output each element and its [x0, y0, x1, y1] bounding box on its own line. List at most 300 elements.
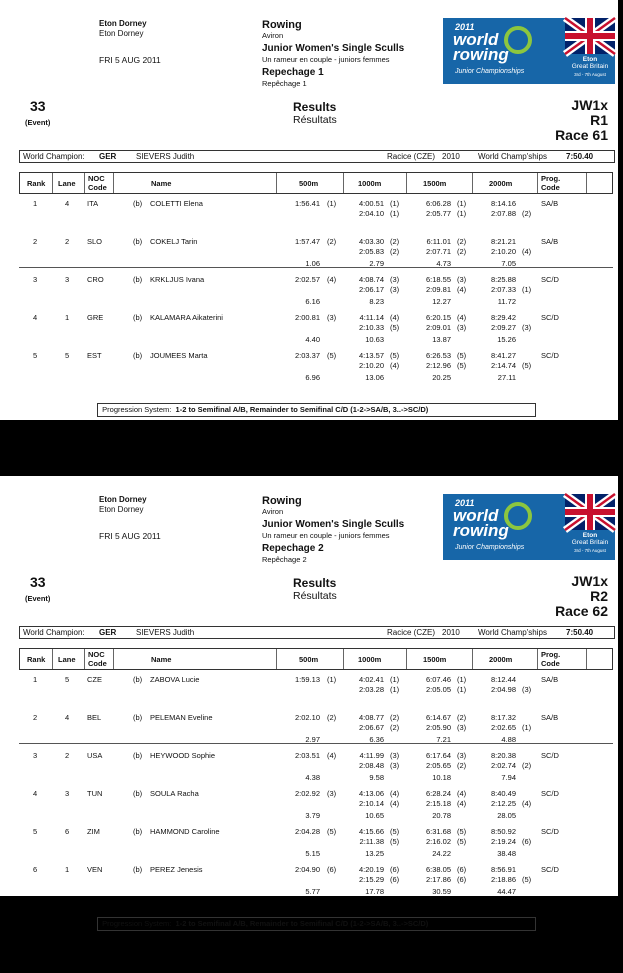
rank: 4 [33, 789, 38, 798]
venue-fr: Eton Dorney [99, 29, 144, 38]
race-number: Race 62 [555, 603, 608, 619]
venue: Eton Dorney [99, 19, 147, 28]
lane: 5 [65, 675, 70, 684]
noc-code: CRO [87, 275, 104, 284]
split-1500m: 2:17.86 [425, 875, 451, 884]
rank-1500m: (4) [457, 789, 467, 798]
col-1000m: 1000m [358, 179, 382, 188]
world-rowing-logo [443, 494, 615, 560]
rank: 1 [33, 199, 38, 208]
time-1000m: 4:11.14 [359, 313, 384, 322]
split-rank-1000m: (4) [390, 799, 400, 808]
athlete-name: PEREZ Jenesis [150, 865, 203, 874]
world-rowing-logo [443, 18, 615, 84]
event-name: Junior Women's Single Sculls [262, 519, 405, 530]
col-name: Name [151, 179, 172, 188]
time-1500m: 6:26.53 [425, 351, 451, 360]
table-row [19, 751, 613, 789]
split-rank-1500m: (4) [457, 799, 467, 808]
time-500m: 2:04.28 [294, 827, 320, 836]
rank-1000m: (4) [390, 789, 400, 798]
event-name: Junior Women's Single Sculls [262, 43, 405, 54]
logo-subtitle: Junior Championships [455, 544, 525, 551]
diff-500m: 6.16 [305, 297, 320, 306]
diff-1000m: 10.65 [365, 811, 384, 820]
sport-fr: Aviron [262, 31, 284, 40]
rank: 2 [33, 237, 38, 246]
sport: Rowing [262, 19, 302, 31]
split-rank-1000m: (2) [390, 723, 400, 732]
progression-system: 1-2 to Semifinal A/B, Remainder to Semifinal C/D (1-2->SA/B, 3..->SC/D) [175, 405, 429, 414]
event-number: 33 [30, 98, 46, 114]
split-rank-1500m: (3) [457, 323, 467, 332]
time-2000m: 8:20.38 [490, 751, 516, 760]
split-rank-1000m: (5) [390, 323, 400, 332]
time-1000m: 4:13.57 [358, 351, 384, 360]
diff-2000m: 4.88 [501, 735, 516, 744]
split-rank-2000m: (4) [522, 799, 532, 808]
time-500m: 2:04.90 [294, 865, 320, 874]
rank: 1 [33, 675, 38, 684]
world-champion-bar [19, 626, 615, 639]
split-rank-1000m: (1) [390, 209, 400, 218]
diff-500m: 5.77 [305, 887, 320, 896]
diff-1000m: 10.63 [365, 335, 384, 344]
best-time-label: World Champ'ships [478, 152, 547, 161]
progression-code: SC/D [541, 275, 559, 284]
table-row [19, 865, 613, 903]
time-2000m: 8:56.91 [490, 865, 516, 874]
venue-fr: Eton Dorney [99, 505, 144, 514]
col-1500m: 1500m [423, 655, 447, 664]
noc-code: BEL [87, 713, 102, 722]
rank-1500m: (1) [457, 199, 467, 208]
diff-1500m: 10.18 [432, 773, 451, 782]
time-1500m: 6:07.46 [425, 675, 451, 684]
progression-code: SC/D [541, 751, 559, 760]
logo-title: world rowing [453, 506, 509, 540]
best-time-label: World Champ'ships [478, 628, 547, 637]
noc-code: USA [87, 751, 103, 760]
athlete-name: PELEMAN Eveline [150, 713, 213, 722]
logo-title: world rowing [453, 30, 509, 64]
diff-1000m: 2.79 [369, 259, 384, 268]
rank-500m: (5) [327, 827, 337, 836]
round-code: R1 [590, 112, 608, 128]
rank-1000m: (1) [390, 675, 400, 684]
diff-500m: 1.06 [305, 259, 320, 268]
champion-label: World Champion: [23, 628, 85, 637]
diff-1500m: 30.59 [432, 887, 451, 896]
lane: 2 [65, 237, 70, 246]
rank-500m: (1) [327, 199, 337, 208]
diff-500m: 6.96 [305, 373, 320, 382]
boat-marker: (b) [133, 713, 143, 722]
rank-1000m: (3) [390, 751, 400, 760]
best-time: 7:50.40 [566, 152, 594, 161]
rank-1500m: (5) [457, 351, 467, 360]
lane: 3 [65, 275, 70, 284]
time-500m: 2:03.37 [294, 351, 320, 360]
split-2000m: 2:02.74 [490, 761, 516, 770]
time-500m: 2:02.57 [294, 275, 320, 284]
logo-country: Great Britain [571, 539, 609, 546]
best-time: 7:50.40 [566, 628, 594, 637]
split-1000m: 2:03.28 [358, 685, 384, 694]
diff-2000m: 7.94 [501, 773, 516, 782]
table-header [19, 172, 613, 194]
split-rank-2000m: (5) [522, 875, 532, 884]
split-1500m: 2:12.96 [425, 361, 451, 370]
split-rank-1500m: (2) [457, 761, 467, 770]
split-rank-2000m: (3) [522, 685, 532, 694]
logo-venue: Eton [582, 56, 598, 63]
noc-code: GRE [87, 313, 104, 322]
rank: 3 [33, 275, 38, 284]
noc-code: VEN [87, 865, 103, 874]
athlete-name: ZABOVA Lucie [150, 675, 200, 684]
split-1500m: 2:05.65 [425, 761, 451, 770]
split-1500m: 2:16.02 [425, 837, 451, 846]
lane: 4 [65, 713, 70, 722]
col-prog-code: Code [541, 183, 560, 192]
lane: 1 [65, 865, 70, 874]
logo-dates: 3rd - 7th August [574, 72, 606, 77]
col-noc: NOC [88, 650, 105, 659]
time-2000m: 8:29.42 [490, 313, 516, 322]
champion-noc: GER [99, 152, 117, 161]
col-500m: 500m [299, 179, 319, 188]
logo-dates: 3rd - 7th August [574, 548, 606, 553]
diff-1000m: 13.06 [365, 373, 384, 382]
split-1000m: 2:15.29 [358, 875, 384, 884]
time-1500m: 6:06.28 [425, 199, 451, 208]
boat-marker: (b) [133, 313, 143, 322]
noc-code: CZE [87, 675, 102, 684]
boat-marker: (b) [133, 789, 143, 798]
col-noc: NOC [88, 174, 105, 183]
split-1000m: 2:10.14 [358, 799, 384, 808]
split-1000m: 2:06.67 [358, 723, 384, 732]
split-rank-1500m: (1) [457, 209, 467, 218]
rank-1500m: (2) [457, 713, 467, 722]
split-rank-1000m: (2) [390, 247, 400, 256]
rank-1500m: (3) [457, 275, 467, 284]
event-name-fr: Un rameur en couple - juniors femmes [262, 55, 390, 64]
sport-fr: Aviron [262, 507, 284, 516]
split-rank-2000m: (6) [522, 837, 532, 846]
diff-1500m: 4.73 [436, 259, 451, 268]
diff-1500m: 13.87 [432, 335, 451, 344]
diff-500m: 2.97 [305, 735, 320, 744]
split-rank-2000m: (2) [522, 209, 532, 218]
col-prog-code: Code [541, 659, 560, 668]
logo-venue: Eton [582, 532, 598, 539]
progression-code: SA/B [541, 713, 559, 722]
boat-marker: (b) [133, 275, 143, 284]
noc-code: SLO [87, 237, 103, 246]
event-label: (Event) [25, 118, 51, 127]
athlete-name: JOUMEES Marta [150, 351, 208, 360]
diff-2000m: 28.05 [497, 811, 516, 820]
time-1000m: 4:08.77 [358, 713, 384, 722]
time-2000m: 8:25.88 [490, 275, 516, 284]
boat-marker: (b) [133, 827, 143, 836]
table-row [19, 675, 613, 713]
split-rank-1000m: (6) [390, 875, 400, 884]
results-page-2 [0, 476, 618, 928]
time-2000m: 8:50.92 [490, 827, 516, 836]
progression-code: SA/B [541, 199, 559, 208]
progression-system: 1-2 to Semifinal A/B, Remainder to Semifinal C/D (1-2->SA/B, 3..->SC/D) [175, 919, 429, 928]
time-500m: 1:57.47 [294, 237, 320, 246]
logo-ring [506, 504, 530, 528]
split-1000m: 2:04.10 [358, 209, 384, 218]
athlete-name: KALAMARA Aikaterini [150, 313, 223, 322]
time-1000m: 4:00.51 [358, 199, 384, 208]
split-2000m: 2:02.65 [490, 723, 516, 732]
time-1000m: 4:03.30 [358, 237, 384, 246]
split-1500m: 2:09.01 [425, 323, 451, 332]
phase: Repechage 2 [262, 543, 324, 554]
phase: Repechage 1 [262, 67, 324, 78]
time-2000m: 8:40.49 [490, 789, 516, 798]
split-rank-1000m: (1) [390, 685, 400, 694]
athlete-name: HEYWOOD Sophie [150, 751, 216, 760]
col-2000m: 2000m [489, 179, 513, 188]
time-1000m: 4:08.74 [358, 275, 384, 284]
rank: 5 [33, 827, 38, 836]
event-code: JW1x [571, 97, 608, 113]
split-2000m: 2:14.74 [490, 361, 516, 370]
time-500m: 2:03.51 [294, 751, 320, 760]
diff-500m: 5.15 [305, 849, 320, 858]
rank-1500m: (4) [457, 313, 467, 322]
time-1500m: 6:17.64 [425, 751, 451, 760]
progression-code: SC/D [541, 313, 559, 322]
col-rank: Rank [27, 655, 46, 664]
rank-500m: (2) [327, 237, 337, 246]
time-500m: 2:00.81 [294, 313, 320, 322]
progression-code: SC/D [541, 865, 559, 874]
results-title: Results [293, 576, 337, 590]
round-code: R2 [590, 588, 608, 604]
rank-1000m: (6) [390, 865, 400, 874]
results-title-fr: Résultats [293, 590, 337, 602]
rank-1500m: (3) [457, 751, 467, 760]
noc-code: ITA [87, 199, 99, 208]
split-rank-1000m: (4) [390, 361, 400, 370]
split-rank-2000m: (1) [522, 285, 532, 294]
diff-2000m: 7.05 [501, 259, 516, 268]
split-2000m: 2:07.33 [490, 285, 516, 294]
diff-2000m: 38.48 [497, 849, 516, 858]
split-1500m: 2:07.71 [425, 247, 451, 256]
event-name-fr: Un rameur en couple - juniors femmes [262, 531, 390, 540]
time-2000m: 8:14.16 [490, 199, 516, 208]
split-2000m: 2:04.98 [490, 685, 516, 694]
diff-2000m: 27.11 [497, 373, 516, 382]
diff-500m: 3.79 [305, 811, 320, 820]
diff-1500m: 7.21 [436, 735, 451, 744]
noc-code: ZIM [87, 827, 100, 836]
diff-1000m: 9.58 [369, 773, 384, 782]
progression-box [97, 403, 536, 417]
rank-1000m: (2) [390, 713, 400, 722]
split-1000m: 2:10.33 [358, 323, 384, 332]
table-row [19, 199, 613, 237]
time-1500m: 6:31.68 [425, 827, 451, 836]
rank-1000m: (5) [390, 827, 400, 836]
split-rank-2000m: (4) [522, 247, 532, 256]
diff-500m: 4.40 [305, 335, 320, 344]
boat-marker: (b) [133, 351, 143, 360]
time-500m: 2:02.92 [294, 789, 320, 798]
athlete-name: COLETTI Elena [150, 199, 203, 208]
progression-code: SC/D [541, 789, 559, 798]
table-row [19, 713, 613, 751]
event-code: JW1x [571, 573, 608, 589]
diff-2000m: 44.47 [497, 887, 516, 896]
boat-marker: (b) [133, 865, 143, 874]
split-rank-1500m: (2) [457, 247, 467, 256]
split-rank-1500m: (1) [457, 685, 467, 694]
lane: 5 [65, 351, 70, 360]
split-1000m: 2:06.17 [358, 285, 384, 294]
split-1000m: 2:10.20 [358, 361, 384, 370]
split-rank-2000m: (3) [522, 323, 532, 332]
progression-label: Progression System: [102, 405, 172, 414]
progression-code: SA/B [541, 675, 559, 684]
time-1500m: 6:28.24 [425, 789, 451, 798]
logo-country: Great Britain [571, 63, 609, 70]
split-rank-2000m: (2) [522, 761, 532, 770]
champion-year: 2010 [442, 152, 460, 161]
boat-marker: (b) [133, 237, 143, 246]
split-rank-1000m: (5) [390, 837, 400, 846]
time-500m: 2:02.10 [294, 713, 320, 722]
progression-label: Progression System: [102, 919, 172, 928]
split-rank-1500m: (4) [457, 285, 467, 294]
col-2000m: 2000m [489, 655, 513, 664]
split-1500m: 2:05.77 [425, 209, 451, 218]
progression-code: SA/B [541, 237, 559, 246]
time-1000m: 4:20.19 [358, 865, 384, 874]
diff-2000m: 11.72 [497, 297, 516, 306]
event-label: (Event) [25, 594, 51, 603]
boat-marker: (b) [133, 675, 143, 684]
progression-box [97, 917, 536, 931]
split-2000m: 2:12.25 [490, 799, 516, 808]
table-row [19, 351, 613, 389]
time-1000m: 4:13.06 [358, 789, 384, 798]
diff-1500m: 12.27 [432, 297, 451, 306]
diff-1000m: 8.23 [369, 297, 384, 306]
qualification-separator [19, 743, 613, 744]
athlete-name: SOULA Racha [150, 789, 199, 798]
split-2000m: 2:10.20 [490, 247, 516, 256]
rank-1000m: (2) [390, 237, 400, 246]
split-1000m: 2:05.83 [358, 247, 384, 256]
diff-500m: 4.38 [305, 773, 320, 782]
rank-1500m: (6) [457, 865, 467, 874]
rank-500m: (3) [327, 313, 337, 322]
qualification-separator [19, 267, 613, 268]
event-number: 33 [30, 574, 46, 590]
athlete-name: COKELJ Tarin [150, 237, 198, 246]
logo-year: 2011 [455, 22, 475, 32]
rank-500m: (5) [327, 351, 337, 360]
col-rank: Rank [27, 179, 46, 188]
split-2000m: 2:19.24 [490, 837, 516, 846]
split-1000m: 2:08.48 [358, 761, 384, 770]
rank-500m: (3) [327, 789, 337, 798]
time-1000m: 4:15.66 [358, 827, 384, 836]
col-1000m: 1000m [358, 655, 382, 664]
split-1500m: 2:05.90 [425, 723, 451, 732]
results-title: Results [293, 100, 337, 114]
progression-code: SC/D [541, 351, 559, 360]
lane: 3 [65, 789, 70, 798]
rank-1000m: (4) [390, 313, 400, 322]
champion-venue: Racice (CZE) [387, 152, 436, 161]
rank-500m: (4) [327, 751, 337, 760]
split-rank-2000m: (1) [522, 723, 532, 732]
rank: 3 [33, 751, 38, 760]
col-noc-code: Code [88, 183, 107, 192]
table-row [19, 313, 613, 351]
time-2000m: 8:17.32 [490, 713, 516, 722]
table-header [19, 648, 613, 670]
split-rank-2000m: (5) [522, 361, 532, 370]
time-2000m: 8:21.21 [490, 237, 516, 246]
rank: 6 [33, 865, 38, 874]
noc-code: TUN [87, 789, 103, 798]
col-noc-code: Code [88, 659, 107, 668]
rank-500m: (6) [327, 865, 337, 874]
champion-venue: Racice (CZE) [387, 628, 436, 637]
results-title-fr: Résultats [293, 114, 337, 126]
results-page-1 [0, 0, 618, 420]
venue: Eton Dorney [99, 495, 147, 504]
date: FRI 5 AUG 2011 [99, 55, 161, 65]
progression-code: SC/D [541, 827, 559, 836]
phase-fr: Repêchage 1 [262, 79, 307, 88]
champion-year: 2010 [442, 628, 460, 637]
table-row [19, 827, 613, 865]
logo-ring [506, 28, 530, 52]
table-row [19, 275, 613, 313]
diff-1000m: 6.36 [369, 735, 384, 744]
split-rank-1000m: (3) [390, 285, 400, 294]
date: FRI 5 AUG 2011 [99, 531, 161, 541]
time-1500m: 6:38.05 [425, 865, 451, 874]
diff-1000m: 13.25 [365, 849, 384, 858]
rank: 2 [33, 713, 38, 722]
split-2000m: 2:07.88 [490, 209, 516, 218]
split-2000m: 2:18.86 [490, 875, 516, 884]
time-1500m: 6:20.15 [425, 313, 451, 322]
rank-500m: (1) [327, 675, 337, 684]
diff-2000m: 15.26 [497, 335, 516, 344]
split-rank-1500m: (5) [457, 361, 467, 370]
time-1000m: 4:11.99 [359, 751, 384, 760]
athlete-name: KRKLJUS Ivana [150, 275, 205, 284]
split-rank-1500m: (3) [457, 723, 467, 732]
time-2000m: 8:41.27 [490, 351, 516, 360]
diff-1500m: 20.78 [432, 811, 451, 820]
logo-year: 2011 [455, 498, 475, 508]
